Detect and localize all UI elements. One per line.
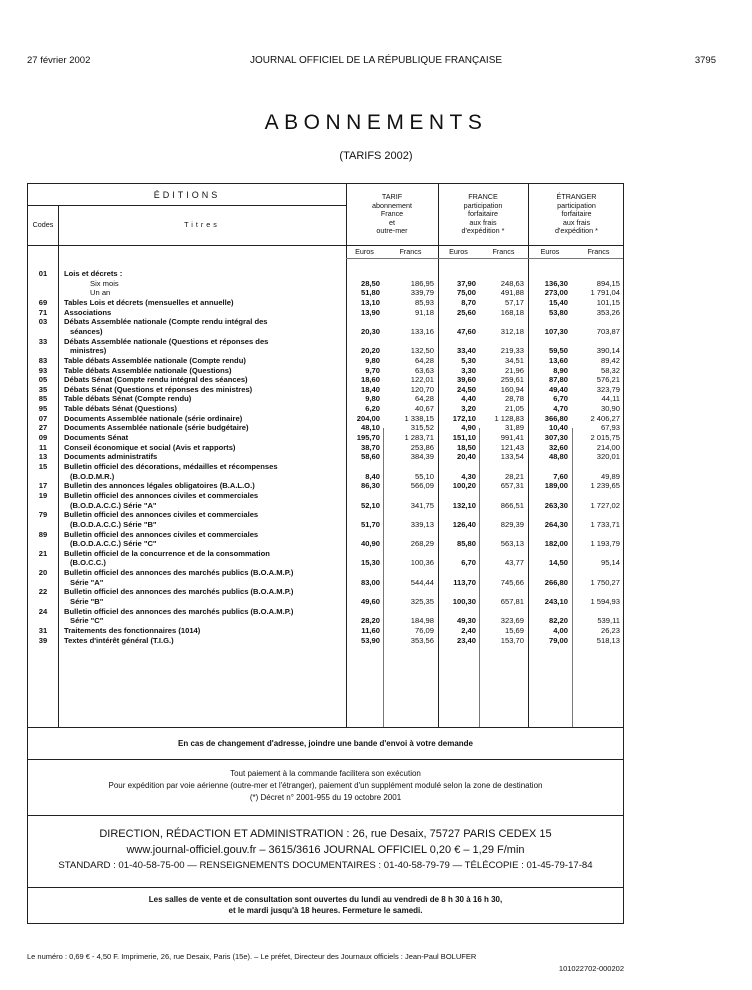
row-value: 59,50 bbox=[548, 346, 568, 356]
row-code: 24 bbox=[38, 606, 48, 616]
row-value: 307,30 bbox=[544, 433, 568, 443]
row-title: Débats Assemblée nationale (Questions et réponses des bbox=[64, 336, 269, 346]
row-value: 122,01 bbox=[410, 375, 434, 385]
row-value: 18,50 bbox=[456, 442, 476, 452]
row-value: 1 283,71 bbox=[404, 433, 434, 443]
row-value: 20,20 bbox=[360, 346, 380, 356]
row-title: (B.O.D.A.C.C.) Série "A" bbox=[70, 500, 157, 510]
row-value: 214,00 bbox=[596, 442, 620, 452]
row-code: 69 bbox=[38, 297, 48, 307]
row-value: 1 733,71 bbox=[590, 519, 620, 529]
unit-euros: Euros bbox=[355, 247, 374, 256]
row-value: 51,80 bbox=[360, 288, 380, 298]
row-value: 315,52 bbox=[410, 423, 434, 433]
row-value: 40,67 bbox=[414, 404, 434, 414]
unit-francs: Francs bbox=[492, 247, 515, 256]
row-value: 51,70 bbox=[360, 519, 380, 529]
row-value: 160,94 bbox=[500, 384, 524, 394]
row-title: Traitements des fonctionnaires (1014) bbox=[64, 626, 201, 636]
row-value: 339,13 bbox=[410, 519, 434, 529]
row-value: 544,44 bbox=[410, 577, 434, 587]
row-value: 189,00 bbox=[544, 481, 568, 491]
direction-address: DIRECTION, RÉDACTION ET ADMINISTRATION : 26, rue Desaix, 75727 PARIS CEDEX 15 bbox=[99, 828, 552, 840]
row-code: 83 bbox=[38, 355, 48, 365]
row-value: 2 406,27 bbox=[590, 413, 620, 423]
row-value: 76,09 bbox=[414, 626, 434, 636]
row-value: 539,11 bbox=[597, 616, 620, 626]
row-value: 20,40 bbox=[456, 452, 476, 462]
row-title: (B.O.D.M.R.) bbox=[70, 471, 115, 481]
row-value: 353,26 bbox=[596, 307, 620, 317]
row-value: 83,00 bbox=[360, 577, 380, 587]
row-value: 168,18 bbox=[500, 307, 524, 317]
row-value: 21,96 bbox=[504, 365, 524, 375]
row-value: 126,40 bbox=[452, 519, 476, 529]
row-value: 991,41 bbox=[500, 433, 524, 443]
direction-info bbox=[27, 816, 624, 888]
row-value: 10,40 bbox=[548, 423, 568, 433]
row-value: 100,30 bbox=[452, 597, 476, 607]
row-value: 4,40 bbox=[461, 394, 476, 404]
row-code: 15 bbox=[38, 462, 48, 471]
row-title: Documents Sénat bbox=[64, 433, 129, 443]
header-journal-name: JOURNAL OFFICIEL DE LA RÉPUBLIQUE FRANÇAISE bbox=[249, 55, 503, 66]
row-value: 219,33 bbox=[500, 346, 524, 356]
row-value: 8,90 bbox=[553, 365, 568, 375]
row-value: 6,70 bbox=[461, 558, 476, 568]
row-title: Débats Sénat (Questions et réponses des ministres) bbox=[64, 384, 253, 394]
row-value: 132,10 bbox=[452, 500, 476, 510]
row-value: 491,88 bbox=[500, 288, 524, 298]
row-value: 15,30 bbox=[360, 558, 380, 568]
row-value: 63,63 bbox=[414, 365, 434, 375]
row-title: Bulletin officiel des annonces civiles et commerciales bbox=[64, 490, 259, 500]
payment-line: Pour expédition par voie aérienne (outre-mer et l'étranger), paiement d'un supplément modulé selon la zone de destination bbox=[108, 781, 543, 790]
row-value: 18,40 bbox=[360, 384, 380, 394]
row-code: 19 bbox=[38, 490, 48, 500]
row-value: 14,50 bbox=[548, 558, 568, 568]
page-title: ABONNEMENTS bbox=[264, 111, 488, 134]
row-value: 120,70 bbox=[410, 384, 434, 394]
row-value: 40,90 bbox=[360, 539, 380, 549]
row-value: 136,30 bbox=[544, 278, 568, 288]
row-code: 05 bbox=[38, 375, 48, 385]
row-title: Six mois bbox=[90, 278, 119, 288]
row-value: 4,30 bbox=[461, 471, 476, 481]
row-code: 89 bbox=[38, 529, 48, 539]
row-value: 9,80 bbox=[365, 394, 380, 404]
row-value: 121,43 bbox=[500, 442, 524, 452]
tariffs-table bbox=[27, 183, 624, 728]
unit-euros: Euros bbox=[540, 247, 560, 256]
col-header-france: FRANCE participation forfaitaire aux frais d'expédition * bbox=[461, 192, 505, 236]
row-value: 1 239,65 bbox=[590, 481, 620, 491]
row-value: 44,11 bbox=[601, 394, 620, 404]
row-value: 263,30 bbox=[544, 500, 568, 510]
row-value: 2 015,75 bbox=[590, 433, 620, 443]
row-code: 35 bbox=[38, 384, 48, 394]
row-value: 323,69 bbox=[500, 616, 524, 626]
row-value: 34,51 bbox=[504, 355, 524, 365]
row-value: 28,21 bbox=[504, 471, 524, 481]
row-title: Documents Assemblée nationale (série ordinaire) bbox=[64, 413, 243, 423]
row-value: 273,00 bbox=[544, 288, 568, 298]
row-value: 47,60 bbox=[456, 326, 476, 336]
row-value: 1 128,83 bbox=[494, 413, 524, 423]
row-title: Documents Assemblée nationale (série budgétaire) bbox=[64, 423, 249, 433]
row-value: 13,10 bbox=[360, 297, 380, 307]
row-title: Associations bbox=[64, 307, 112, 317]
row-code: 31 bbox=[38, 626, 48, 636]
row-value: 49,30 bbox=[456, 616, 476, 626]
row-code: 22 bbox=[38, 587, 48, 597]
row-code: 79 bbox=[38, 510, 48, 520]
row-value: 1 338,15 bbox=[404, 413, 434, 423]
row-code: 39 bbox=[38, 635, 48, 645]
row-value: 39,60 bbox=[456, 375, 476, 385]
row-value: 64,28 bbox=[414, 355, 434, 365]
row-title: Table débats Assemblée nationale (Questions) bbox=[64, 365, 232, 375]
row-value: 107,30 bbox=[544, 326, 568, 336]
row-value: 3,30 bbox=[461, 365, 476, 375]
row-value: 4,70 bbox=[553, 404, 568, 414]
row-value: 186,95 bbox=[410, 278, 434, 288]
row-title: Débats Assemblée nationale (Compte rendu intégral des bbox=[64, 317, 268, 327]
row-title: (B.O.D.A.C.C.) Série "B" bbox=[70, 519, 157, 529]
row-value: 33,40 bbox=[456, 346, 476, 356]
row-value: 353,56 bbox=[410, 635, 434, 645]
row-value: 28,78 bbox=[504, 394, 524, 404]
row-code: 03 bbox=[38, 317, 48, 327]
row-title: (B.O.C.C.) bbox=[70, 558, 106, 568]
payment-info bbox=[27, 760, 624, 816]
row-value: 49,60 bbox=[360, 597, 380, 607]
unit-euros: Euros bbox=[449, 247, 468, 256]
titres-label: Titres bbox=[184, 220, 220, 229]
row-value: 6,70 bbox=[553, 394, 568, 404]
row-code: 13 bbox=[38, 452, 48, 462]
row-title: Bulletin officiel des annonces civiles et commerciales bbox=[64, 529, 259, 539]
row-title: Bulletin officiel des annonces civiles et commerciales bbox=[64, 510, 259, 520]
row-value: 366,80 bbox=[544, 413, 568, 423]
row-value: 101,15 bbox=[596, 297, 620, 307]
direction-website: www.journal-officiel.gouv.fr – 3615/3616 JOURNAL OFFICIEL 0,20 € – 1,29 F/min bbox=[126, 844, 525, 856]
row-value: 6,20 bbox=[365, 404, 380, 414]
row-title: Série "C" bbox=[70, 616, 104, 626]
row-value: 182,00 bbox=[544, 539, 568, 549]
row-value: 1 594,93 bbox=[590, 597, 620, 607]
row-value: 23,40 bbox=[456, 635, 476, 645]
codes-label: Codes bbox=[32, 220, 54, 229]
row-title: ministres) bbox=[70, 346, 107, 356]
row-value: 15,69 bbox=[504, 626, 524, 636]
row-title: Bulletin officiel de la concurrence et de la consommation bbox=[64, 548, 270, 558]
row-value: 341,75 bbox=[410, 500, 434, 510]
opening-hours bbox=[27, 888, 624, 924]
row-value: 95,14 bbox=[600, 558, 620, 568]
header-date: 27 février 2002 bbox=[27, 55, 91, 66]
payment-line: Tout paiement à la commande facilitera son exécution bbox=[230, 769, 421, 778]
row-value: 172,10 bbox=[452, 413, 476, 423]
row-value: 248,63 bbox=[500, 278, 524, 288]
direction-phones: STANDARD : 01-40-58-75-00 — RENSEIGNEMENTS DOCUMENTAIRES : 01-40-58-79-79 — TÉLÉCOPIE : 01-45-79-17-84 bbox=[58, 860, 593, 871]
row-value: 1 750,27 bbox=[590, 577, 620, 587]
row-title: Bulletin officiel des annonces des marchés publics (B.O.A.M.P.) bbox=[64, 568, 294, 578]
row-title: Débats Sénat (Compte rendu intégral des séances) bbox=[64, 375, 248, 385]
row-value: 390,14 bbox=[596, 346, 620, 356]
row-value: 866,51 bbox=[500, 500, 524, 510]
row-code: 01 bbox=[38, 269, 48, 278]
row-value: 18,60 bbox=[360, 375, 380, 385]
row-title: Bulletin officiel des décorations, médailles et récompenses bbox=[64, 462, 278, 471]
row-value: 55,10 bbox=[414, 471, 434, 481]
row-title: (B.O.D.A.C.C.) Série "C" bbox=[70, 539, 157, 549]
row-value: 195,70 bbox=[356, 433, 380, 443]
row-value: 339,79 bbox=[410, 288, 434, 298]
row-value: 113,70 bbox=[453, 577, 476, 587]
row-value: 31,89 bbox=[504, 423, 524, 433]
row-value: 79,00 bbox=[548, 635, 568, 645]
hours-line: Les salles de vente et de consultation sont ouvertes du lundi au vendredi de 8 h 30 à 16 h 30, bbox=[148, 895, 503, 904]
row-value: 28,50 bbox=[360, 278, 380, 288]
row-value: 48,80 bbox=[548, 452, 568, 462]
row-value: 38,70 bbox=[360, 442, 380, 452]
row-code: 21 bbox=[38, 548, 48, 558]
row-code: 93 bbox=[38, 365, 48, 375]
row-value: 133,54 bbox=[500, 452, 524, 462]
row-value: 268,29 bbox=[410, 539, 434, 549]
row-code: 85 bbox=[38, 394, 48, 404]
decree-note: (*) Décret n° 2001-955 du 19 octobre 2001 bbox=[249, 793, 402, 802]
row-value: 86,30 bbox=[360, 481, 380, 491]
footer-text: Le numéro : 0,69 € - 4,50 F. Imprimerie, 26, rue Desaix, Paris (15e). – Le préfet, Directeur des Journaux officiels : Jean-Paul BOLUFER bbox=[27, 952, 477, 961]
row-title: Lois et décrets : bbox=[64, 269, 123, 278]
row-title: Table débats Assemblée nationale (Compte rendu) bbox=[64, 355, 246, 365]
row-value: 30,90 bbox=[600, 404, 620, 414]
row-value: 1 727,02 bbox=[590, 500, 620, 510]
row-value: 1 791,04 bbox=[590, 288, 620, 298]
row-value: 657,81 bbox=[500, 597, 524, 607]
row-code: 09 bbox=[38, 433, 48, 443]
row-value: 657,31 bbox=[500, 481, 524, 491]
row-value: 43,77 bbox=[504, 558, 524, 568]
row-value: 48,10 bbox=[360, 423, 380, 433]
col-header-etranger: ÉTRANGER participation forfaitaire aux frais d'expédition * bbox=[555, 192, 598, 236]
row-value: 20,30 bbox=[360, 326, 380, 336]
row-value: 100,36 bbox=[410, 558, 434, 568]
row-code: 95 bbox=[38, 404, 48, 414]
row-value: 89,42 bbox=[600, 355, 620, 365]
row-code: 07 bbox=[38, 413, 48, 423]
row-value: 85,80 bbox=[456, 539, 476, 549]
row-code: 33 bbox=[38, 336, 48, 346]
row-value: 153,70 bbox=[500, 635, 524, 645]
row-value: 5,30 bbox=[461, 355, 476, 365]
row-value: 829,39 bbox=[500, 519, 524, 529]
row-value: 894,15 bbox=[596, 278, 620, 288]
row-value: 703,87 bbox=[596, 326, 620, 336]
row-value: 8,40 bbox=[365, 471, 380, 481]
row-value: 384,39 bbox=[410, 452, 434, 462]
row-value: 132,50 bbox=[410, 346, 434, 356]
row-value: 52,10 bbox=[360, 500, 380, 510]
row-value: 4,00 bbox=[553, 626, 568, 636]
row-value: 15,40 bbox=[548, 297, 568, 307]
row-value: 53,90 bbox=[360, 635, 380, 645]
row-value: 82,20 bbox=[548, 616, 568, 626]
row-value: 11,60 bbox=[361, 626, 380, 636]
row-title: Table débats Sénat (Compte rendu) bbox=[64, 394, 192, 404]
col-header-tarif: TARIF abonnement France et outre-mer bbox=[372, 192, 412, 236]
header-page-number: 3795 bbox=[694, 55, 716, 66]
row-code: 71 bbox=[38, 307, 48, 317]
row-value: 64,28 bbox=[414, 394, 434, 404]
row-title: Un an bbox=[90, 288, 111, 298]
row-value: 312,18 bbox=[500, 326, 524, 336]
row-value: 37,90 bbox=[456, 278, 476, 288]
row-title: Série "B" bbox=[70, 597, 104, 607]
row-value: 133,16 bbox=[410, 326, 434, 336]
row-value: 243,10 bbox=[544, 597, 568, 607]
row-value: 24,50 bbox=[456, 384, 476, 394]
row-value: 259,61 bbox=[500, 375, 524, 385]
row-title: Conseil économique et social (Avis et rapports) bbox=[64, 442, 236, 452]
row-value: 264,30 bbox=[544, 519, 568, 529]
row-value: 3,20 bbox=[461, 404, 476, 414]
hours-line: et le mardi jusqu'à 18 heures. Fermeture le samedi. bbox=[228, 906, 423, 915]
row-value: 518,13 bbox=[596, 635, 620, 645]
row-value: 87,80 bbox=[548, 375, 568, 385]
unit-francs: Francs bbox=[399, 247, 422, 256]
row-value: 75,00 bbox=[456, 288, 476, 298]
row-code: 11 bbox=[38, 442, 48, 452]
row-title: Documents administratifs bbox=[64, 452, 158, 462]
row-value: 91,18 bbox=[414, 307, 434, 317]
row-value: 53,80 bbox=[548, 307, 568, 317]
row-value: 325,35 bbox=[410, 597, 434, 607]
row-value: 25,60 bbox=[456, 307, 476, 317]
row-title: Bulletin officiel des annonces des marchés publics (B.O.A.M.P.) bbox=[64, 606, 294, 616]
row-value: 7,60 bbox=[553, 471, 568, 481]
row-value: 57,17 bbox=[504, 297, 524, 307]
row-value: 26,23 bbox=[600, 626, 620, 636]
row-value: 563,13 bbox=[500, 539, 524, 549]
row-value: 2,40 bbox=[461, 626, 476, 636]
row-value: 13,90 bbox=[360, 307, 380, 317]
row-value: 566,09 bbox=[410, 481, 434, 491]
row-value: 253,86 bbox=[410, 442, 434, 452]
row-value: 9,70 bbox=[365, 365, 380, 375]
page-subtitle: (TARIFS 2002) bbox=[339, 150, 413, 162]
row-value: 1 193,79 bbox=[590, 539, 620, 549]
row-title: Tables Lois et décrets (mensuelles et annuelle) bbox=[64, 297, 234, 307]
row-value: 576,21 bbox=[596, 375, 620, 385]
row-title: Bulletin des annonces légales obligatoires (B.A.L.O.) bbox=[64, 481, 255, 491]
row-value: 4,90 bbox=[461, 423, 476, 433]
row-code: 17 bbox=[38, 481, 48, 491]
row-value: 28,20 bbox=[360, 616, 380, 626]
row-value: 49,89 bbox=[600, 471, 620, 481]
row-value: 58,60 bbox=[360, 452, 380, 462]
row-value: 745,66 bbox=[500, 577, 524, 587]
row-title: Série "A" bbox=[70, 577, 104, 587]
row-value: 32,60 bbox=[548, 442, 568, 452]
row-value: 49,40 bbox=[548, 384, 568, 394]
row-value: 151,10 bbox=[452, 433, 476, 443]
row-title: Table débats Sénat (Questions) bbox=[64, 404, 177, 414]
editions-label: ÉDITIONS bbox=[153, 190, 221, 200]
row-value: 58,32 bbox=[600, 365, 620, 375]
footer-reference: 101022702-000202 bbox=[558, 964, 624, 973]
row-value: 266,80 bbox=[544, 577, 568, 587]
row-title: séances) bbox=[70, 326, 103, 336]
row-value: 9,80 bbox=[365, 355, 380, 365]
unit-francs: Francs bbox=[587, 247, 610, 256]
row-value: 323,79 bbox=[596, 384, 620, 394]
row-code: 27 bbox=[38, 423, 48, 433]
row-value: 85,93 bbox=[414, 297, 434, 307]
row-value: 21,05 bbox=[504, 404, 524, 414]
row-value: 184,98 bbox=[410, 616, 434, 626]
row-value: 13,60 bbox=[548, 355, 568, 365]
row-title: Textes d'intérêt général (T.I.G.) bbox=[64, 635, 174, 645]
row-title: Bulletin officiel des annonces des marchés publics (B.O.A.M.P.) bbox=[64, 587, 294, 597]
address-change-notice: En cas de changement d'adresse, joindre une bande d'envoi à votre demande bbox=[27, 728, 624, 760]
row-value: 67,93 bbox=[600, 423, 620, 433]
row-value: 8,70 bbox=[461, 297, 476, 307]
row-value: 320,01 bbox=[596, 452, 620, 462]
row-value: 100,20 bbox=[452, 481, 476, 491]
row-code: 20 bbox=[38, 568, 48, 578]
row-value: 204,00 bbox=[356, 413, 380, 423]
